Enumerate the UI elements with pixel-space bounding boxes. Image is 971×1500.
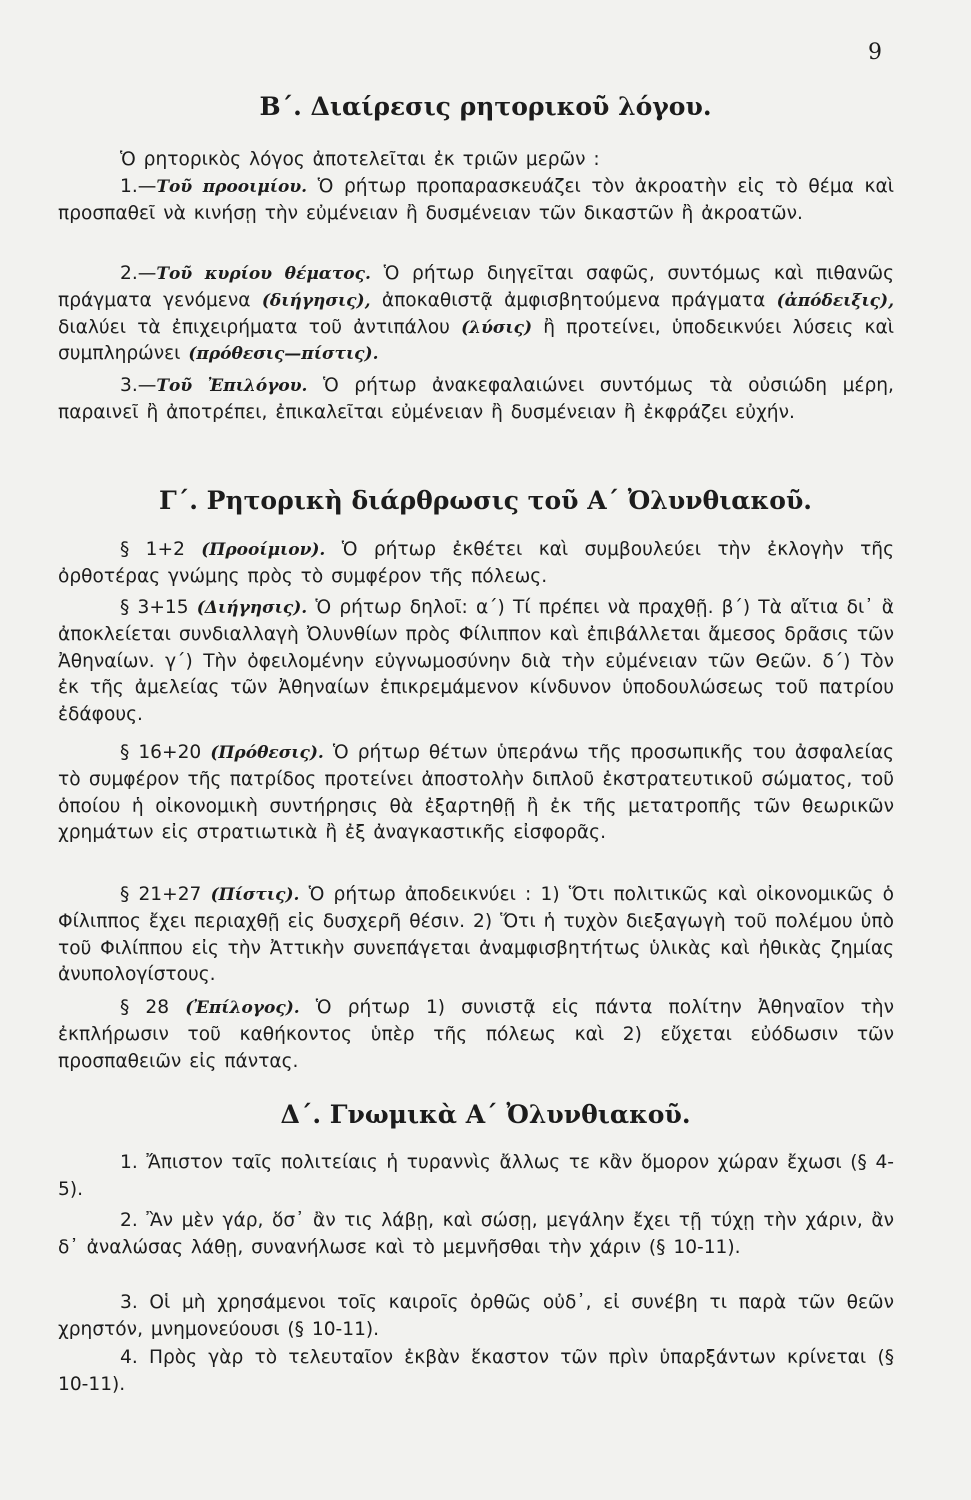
paragraph-3-ref: § 16+20 (120, 742, 202, 763)
part-2-title: Τοῦ κυρίου θέματος. (156, 264, 371, 284)
paragraph-5-label: (Ἐπίλογος). (185, 998, 300, 1018)
section-b-part-3 (58, 373, 894, 427)
part-2-number: 2.— (120, 263, 157, 284)
part-3-text: Ὁ ρήτωρ ἀνακεφαλαιώνει συντόμως τὰ οὐσιώδη μέρη, παραινεῖ ἢ ἀποτρέπει, ἐπικαλεῖται εὐμένειαν ἢ δυσμένειαν ἢ ἐκφράζει εὐχήν. (58, 375, 894, 423)
section-g-paragraph-5 (58, 995, 894, 1075)
paragraph-1-label: (Προοίμιον). (201, 540, 326, 560)
paragraph-5-text: Ὁ ρήτωρ 1) συνιστᾷ εἰς πάντα πολίτην Ἀθηναῖον τὴν ἐκπλήρωσιν τοῦ καθήκοντος ὑπὲρ τῆς πόλεως καὶ 2) εὔχεται εὐόδωσιν τῶν προσπαθειῶν εἰς πάντας. (58, 997, 894, 1072)
paragraph-2-text: Ὁ ρήτωρ δηλοῖ: α΄) Τί πρέπει νὰ πραχθῇ. β΄) Τὰ αἴτια δι᾽ ἃ ἀποκλείεται συνδιαλλαγὴ Ὀλυνθίων πρὸς Φίλιππον καὶ ἐπιβάλλεται ἄμεσος δρᾶσις τῶν Ἀθηναίων. γ΄) Τὴν ὀφειλομένην εὐγνωμοσύνην διὰ τὴν εὐμένειαν τῶν Θεῶν. δ΄) Τὸν ἐκ τῆς ἀμελείας τῶν Ἀθηναίων ἐπικρεμάμενον κίνδυνον ὑποδουλώσεως τοῦ πατρίου ἐδάφους. (58, 597, 894, 726)
section-g-heading: Γ΄. Ρητορικὴ διάρθρωσις τοῦ Α΄ Ὀλυνθιακοῦ. (158, 486, 812, 515)
part-2-text-b: ἀποκαθιστᾷ ἀμφισβητούμενα πράγματα (381, 289, 766, 311)
saying-3: 3. Οἱ μὴ χρησάμενοι τοῖς καιροῖς ὀρθῶς οὐδ᾽, εἰ συνέβη τι παρὰ τῶν θεῶν χρηστόν, μνημονεύουσι (§ 10-11). (58, 1292, 894, 1340)
section-b-part-1 (58, 174, 894, 228)
paragraph-2-label: (Διήγησις). (196, 598, 308, 618)
part-2-diegesis: (διήγησις), (261, 290, 371, 311)
paragraph-1-text: Ὁ ρήτωρ ἐκθέτει καὶ συμβουλεύει τὴν ἐκλογὴν τῆς ὀρθοτέρας γνώμης πρὸς τὸ συμφέρον τῆς πόλεως. (58, 539, 894, 587)
paragraph-4-text: Ὁ ρήτωρ ἀποδεικνύει : 1) Ὅτι πολιτικῶς καὶ οἰκονομικῶς ὁ Φίλιππος ἔχει περιαχθῇ εἰς δυσχερῆ θέσιν. 2) Ὅτι ἡ τυχὸν διεξαγωγὴ τοῦ πολέμου ὑπὸ τοῦ Φιλίππου εἰς τὴν Ἀττικὴν συνεπάγεται ἀναμφισβητήτως ὑλικὰς καὶ ἠθικὰς ζημίας ἀνυπολογίστους. (58, 884, 894, 986)
saying-4: 4. Πρὸς γὰρ τὸ τελευταῖον ἐκβὰν ἕκαστον τῶν πρὶν ὑπαρξάντων κρίνεται (§ 10-11). (58, 1347, 894, 1395)
paragraph-3-label: (Πρόθεσις). (210, 743, 324, 763)
saying-1: 1. Ἄπιστον ταῖς πολιτείαις ἡ τυραννὶς ἄλλως τε κἂν ὅμορον χώραν ἔχωσι (§ 4-5). (58, 1152, 894, 1200)
part-1-number: 1.— (120, 176, 157, 197)
part-2-text-c: διαλύει τὰ ἐπιχειρήματα τοῦ ἀντιπάλου (58, 316, 450, 338)
part-3-number: 3.— (120, 375, 157, 396)
section-g-paragraph-1 (58, 537, 894, 591)
paragraph-4-ref: § 21+27 (120, 884, 202, 905)
section-g-paragraph-2 (58, 595, 894, 729)
section-d-heading: Δ΄. Γνωμικὰ Α΄ Ὀλυνθιακοῦ. (280, 1100, 691, 1129)
part-2-apodeixis: (ἀπόδειξις), (776, 290, 894, 311)
paragraph-5-ref: § 28 (120, 997, 170, 1018)
section-b-part-2 (58, 261, 894, 368)
section-b-heading: Β΄. Διαίρεσις ρητορικοῦ λόγου. (259, 92, 712, 121)
part-1-text: Ὁ ρήτωρ προπαρασκευάζει τὸν ἀκροατὴν εἰς τὸ θέμα καὶ προσπαθεῖ νὰ κινήσῃ τὴν εὐμένειαν ἢ δυσμένειαν τῶν δικαστῶν ἢ ἀκροατῶν. (58, 176, 894, 224)
paragraph-3-text: Ὁ ρήτωρ θέτων ὑπεράνω τῆς προσωπικῆς του ἀσφαλείας τὸ συμφέρον τῆς πατρίδος προτείνει ἀποστολὴν διπλοῦ ἐκστρατευτικοῦ σώματος, τοῦ ὁποίου ἡ οἰκονομικὴ συντήρησις θὰ ἐξαρτηθῇ ἢ ἐκ τῆς μετατροπῆς τῶν θεωρικῶν χρημάτων εἰς στρατιωτικὰ ἢ ἐξ ἀναγκαστικῆς εἰσφορᾶς. (58, 742, 894, 844)
part-2-lysis: (λύσις) (461, 317, 533, 338)
paragraph-1-ref: § 1+2 (120, 539, 185, 560)
paragraph-2-ref: § 3+15 (120, 597, 189, 618)
part-1-title: Τοῦ προοιμίου. (156, 177, 308, 197)
section-g-paragraph-3 (58, 740, 894, 847)
part-2-text-a: Ὁ ρήτωρ διηγεῖται σαφῶς, συντόμως καὶ πιθανῶς πράγματα γενόμενα (58, 263, 895, 311)
section-b-intro: Ὁ ρητορικὸς λόγος ἀποτελεῖται ἐκ τριῶν μερῶν : (120, 149, 600, 170)
part-2-prothesis: (πρόθεσις—πίστις). (188, 344, 379, 365)
page-number: 9 (868, 40, 882, 65)
part-2-text-d: ἢ προτείνει, ὑποδεικνύει λύσεις καὶ συμπληρώνει (58, 316, 894, 365)
section-g-paragraph-4 (58, 882, 894, 989)
part-3-title: Τοῦ Ἐπιλόγου. (156, 376, 308, 396)
paragraph-4-label: (Πίστις). (210, 885, 300, 905)
saying-2: 2. Ἂν μὲν γάρ, ὅσ᾽ ἂν τις λάβῃ, καὶ σώσῃ, μεγάλην ἔχει τῇ τύχῃ τὴν χάριν, ἂν δ᾽ ἀναλώσας λάθῃ, συνανήλωσε καὶ τὸ μεμνῆσθαι τὴν χάριν (§ 10-11). (58, 1210, 894, 1258)
